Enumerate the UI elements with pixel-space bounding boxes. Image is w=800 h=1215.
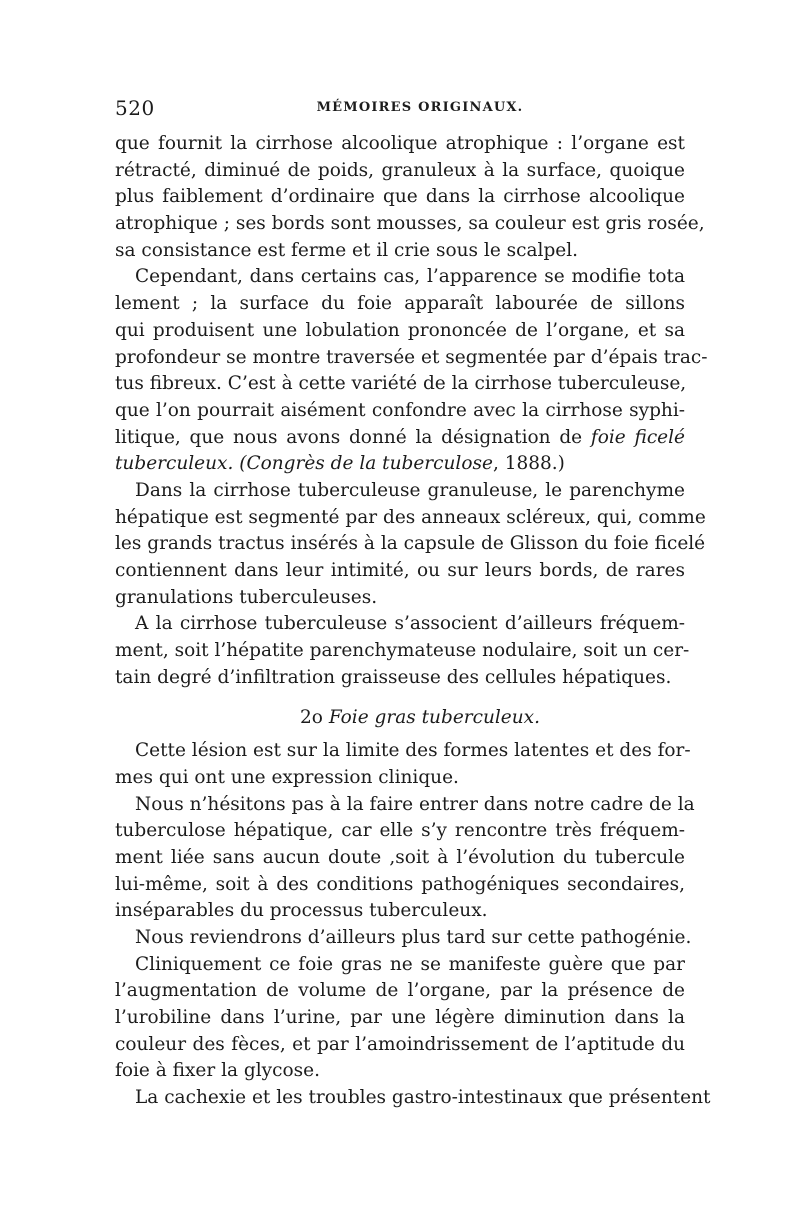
text-line: granulations tuberculeuses. — [115, 586, 378, 608]
text-line: contiennent dans leur intimité, ou sur leurs bords, de rares — [115, 560, 685, 581]
text-line: La cachexie et les troubles gastro-intestinaux que présentent — [135, 1087, 711, 1109]
text-line: que l’on pourrait aisément confondre avec la cirrhose syphi- — [115, 399, 685, 421]
section-title: Foie gras tuberculeux. — [328, 707, 540, 729]
text-line: lui-même, soit à des conditions pathogéniques secondaires, — [115, 873, 685, 895]
page-header — [115, 96, 685, 126]
text-line: plus faiblement d’ordinaire que dans la cirrhose alcoolique — [115, 186, 685, 208]
text-line: que fournit la cirrhose alcoolique atrophique : l’organe est — [115, 133, 685, 154]
text-line: hépatique est segmenté par des anneaux scléreux, qui, comme — [115, 506, 706, 528]
text-line: qui produisent une lobulation prononcée de l’organe, et sa — [115, 319, 685, 341]
running-head: MÉMOIRES ORIGINAUX. — [316, 100, 524, 115]
text-line: tain degré d’infiltration graisseuse des cellules hépatiques. — [115, 666, 672, 688]
citation-tail: , 1888.) — [492, 453, 565, 475]
text-line: tus fibreux. C’est à cette variété de la cirrhose tuberculeuse, — [115, 373, 687, 395]
text-line: Dans la cirrhose tuberculeuse granuleuse, le parenchyme — [135, 479, 685, 501]
italic-term: foie ficelé — [590, 426, 685, 448]
body-text — [115, 131, 711, 1112]
text-line: ment, soit l’hépatite parenchymateuse nodulaire, soit un cer- — [115, 640, 690, 662]
section-heading — [115, 705, 685, 732]
text-line: l’urobiline dans l’urine, par une légère diminution dans la — [115, 1007, 685, 1028]
text-line: profondeur se montre traversée et segmentée par d’épais trac- — [115, 346, 708, 368]
page-number: 520 — [115, 96, 155, 120]
text-line: sa consistance est ferme et il crie sous le scalpel. — [115, 239, 579, 261]
text-line: rétracté, diminué de poids, granuleux à la surface, quoique — [115, 159, 685, 181]
text-line: mes qui ont une expression clinique. — [115, 766, 459, 788]
text-line: couleur des fèces, et par l’amoindrissement de l’aptitude du — [115, 1033, 685, 1055]
text-line: A la cirrhose tuberculeuse s’associent d’ailleurs fréquem- — [135, 613, 685, 635]
text-line: Cette lésion est sur la limite des formes latentes et des for- — [135, 740, 691, 762]
text-line: tuberculose hépatique, car elle s’y rencontre très fréquem- — [115, 820, 685, 842]
text-line: atrophique ; ses bords sont mousses, sa couleur est gris rosée, — [115, 213, 705, 235]
text-line: Cliniquement ce foie gras ne se manifeste guère que par — [135, 953, 685, 975]
text-line: Cependant, dans certains cas, l’apparence se modifie tota — [135, 266, 685, 288]
text-line: inséparables du processus tuberculeux. — [115, 900, 488, 922]
text-line-mixed — [115, 425, 685, 452]
spacer — [115, 691, 685, 705]
text-line-mixed — [115, 451, 685, 478]
text-line: Nous reviendrons d’ailleurs plus tard sur cette pathogénie. — [135, 926, 692, 948]
text-line: les grands tractus insérés à la capsule de Glisson du foie ficelé — [115, 533, 706, 555]
text-line: foie à fixer la glycose. — [115, 1060, 320, 1082]
italic-citation: Congrès de la tuberculose — [246, 453, 493, 475]
section-number: 2o — [300, 707, 323, 729]
text-line: Nous n’hésitons pas à la faire entrer dans notre cadre de la — [135, 793, 695, 815]
italic-run: tuberculeux. ( — [115, 453, 247, 475]
text-run: litique, que nous avons donné la désignation de — [115, 426, 583, 448]
text-line: l’augmentation de volume de l’organe, par la présence de — [115, 980, 685, 1002]
text-line: ment liée sans aucun doute ,soit à l’évolution du tubercule — [115, 846, 685, 868]
text-line: lement ; la surface du foie apparaît labourée de sillons — [115, 293, 685, 315]
